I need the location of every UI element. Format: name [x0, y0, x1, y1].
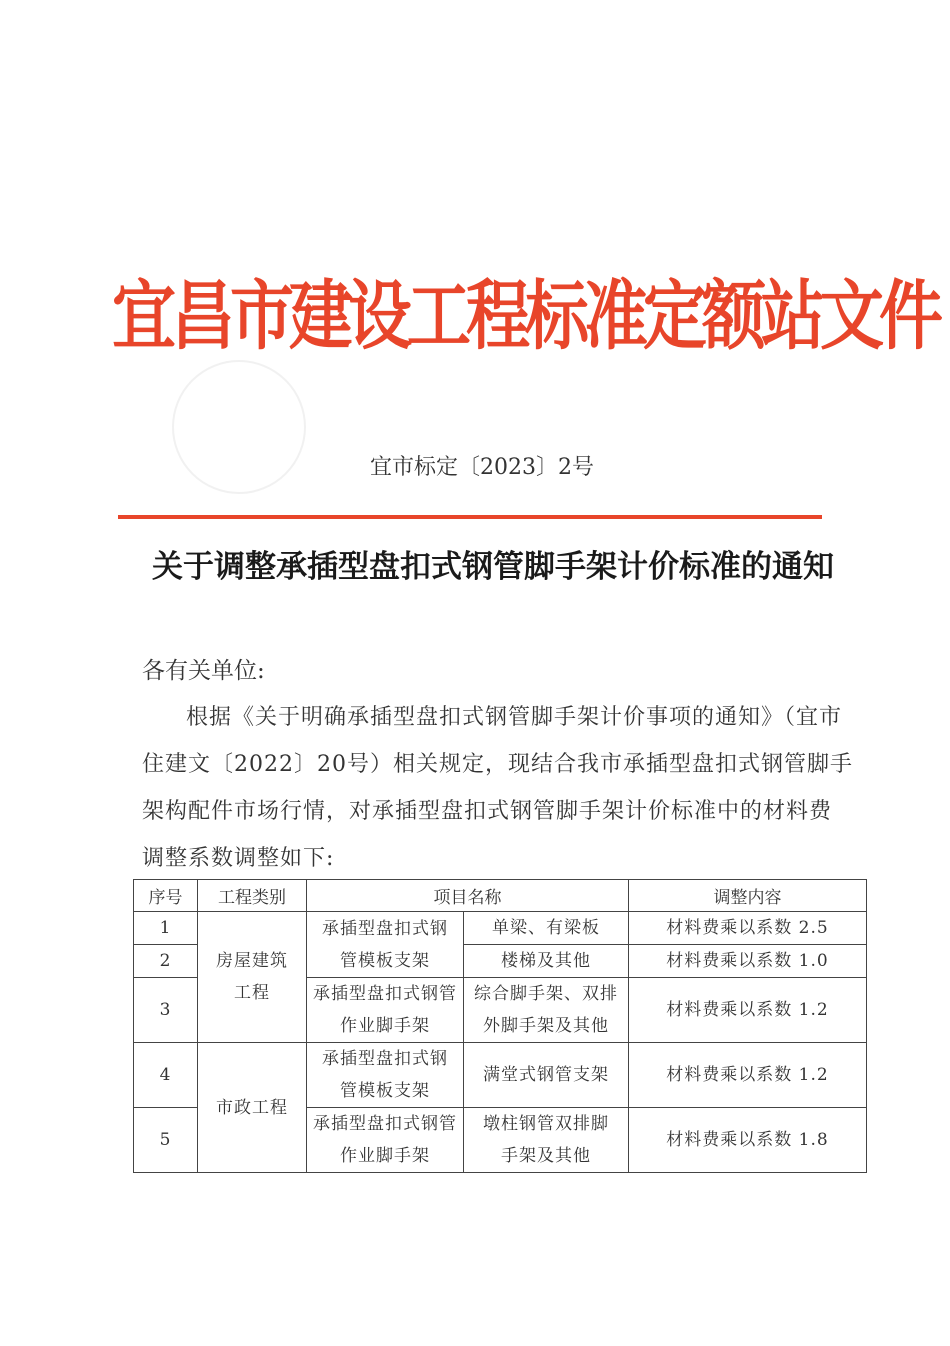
cell-sub-item: 楼梯及其他	[464, 945, 629, 978]
cell-adjustment: 材料费乘以系数 2.5	[629, 912, 867, 945]
table-header-row	[134, 880, 867, 912]
cell-item-formwork-municipal: 承插型盘扣式钢管模板支架	[307, 1043, 464, 1108]
header-adjustment: 调整内容	[629, 880, 867, 912]
cell-item-scaffold: 承插型盘扣式钢管作业脚手架	[307, 978, 464, 1043]
cell-adjustment: 材料费乘以系数 1.0	[629, 945, 867, 978]
cell-category-municipal: 市政工程	[198, 1043, 307, 1173]
header-category: 工程类别	[198, 880, 307, 912]
cell-seq: 4	[134, 1043, 198, 1108]
cell-sub-item: 满堂式钢管支架	[464, 1043, 629, 1108]
notice-title: 关于调整承插型盘扣式钢管脚手架计价标准的通知	[152, 549, 834, 585]
cell-seq: 3	[134, 978, 198, 1043]
cell-item-scaffold-municipal: 承插型盘扣式钢管作业脚手架	[307, 1108, 464, 1173]
document-number: 宜市标定〔2023〕2号	[370, 455, 594, 480]
cell-category-housing: 房屋建筑工程	[198, 912, 307, 1043]
cell-seq: 1	[134, 912, 198, 945]
table-row	[134, 912, 867, 945]
adjustment-table	[133, 879, 867, 1173]
cell-adjustment: 材料费乘以系数 1.8	[629, 1108, 867, 1173]
header-seq: 序号	[134, 880, 198, 912]
cell-item-formwork: 承插型盘扣式钢管模板支架	[307, 912, 464, 978]
org-header-title: 宜昌市建设工程标准定额站文件	[112, 273, 938, 361]
table-row	[134, 1043, 867, 1108]
body-paragraph: 根据《关于明确承插型盘扣式钢管脚手架计价事项的通知》（宜市住建文〔2022〕20号）相关规定，现结合我市承插型盘扣式钢管脚手架构配件市场行情，对承插型盘扣式钢管脚手架计价标准中的材料费调整系数调整如下:	[142, 705, 853, 871]
header-item: 项目名称	[307, 880, 629, 912]
cell-seq: 5	[134, 1108, 198, 1173]
cell-sub-item: 单梁、有梁板	[464, 912, 629, 945]
faint-seal-mark	[172, 360, 306, 494]
cell-adjustment: 材料费乘以系数 1.2	[629, 978, 867, 1043]
red-divider-line	[118, 515, 822, 519]
cell-sub-item: 墩柱钢管双排脚手架及其他	[464, 1108, 629, 1173]
cell-adjustment: 材料费乘以系数 1.2	[629, 1043, 867, 1108]
salutation: 各有关单位:	[142, 658, 265, 684]
cell-seq: 2	[134, 945, 198, 978]
cell-sub-item: 综合脚手架、双排外脚手架及其他	[464, 978, 629, 1043]
